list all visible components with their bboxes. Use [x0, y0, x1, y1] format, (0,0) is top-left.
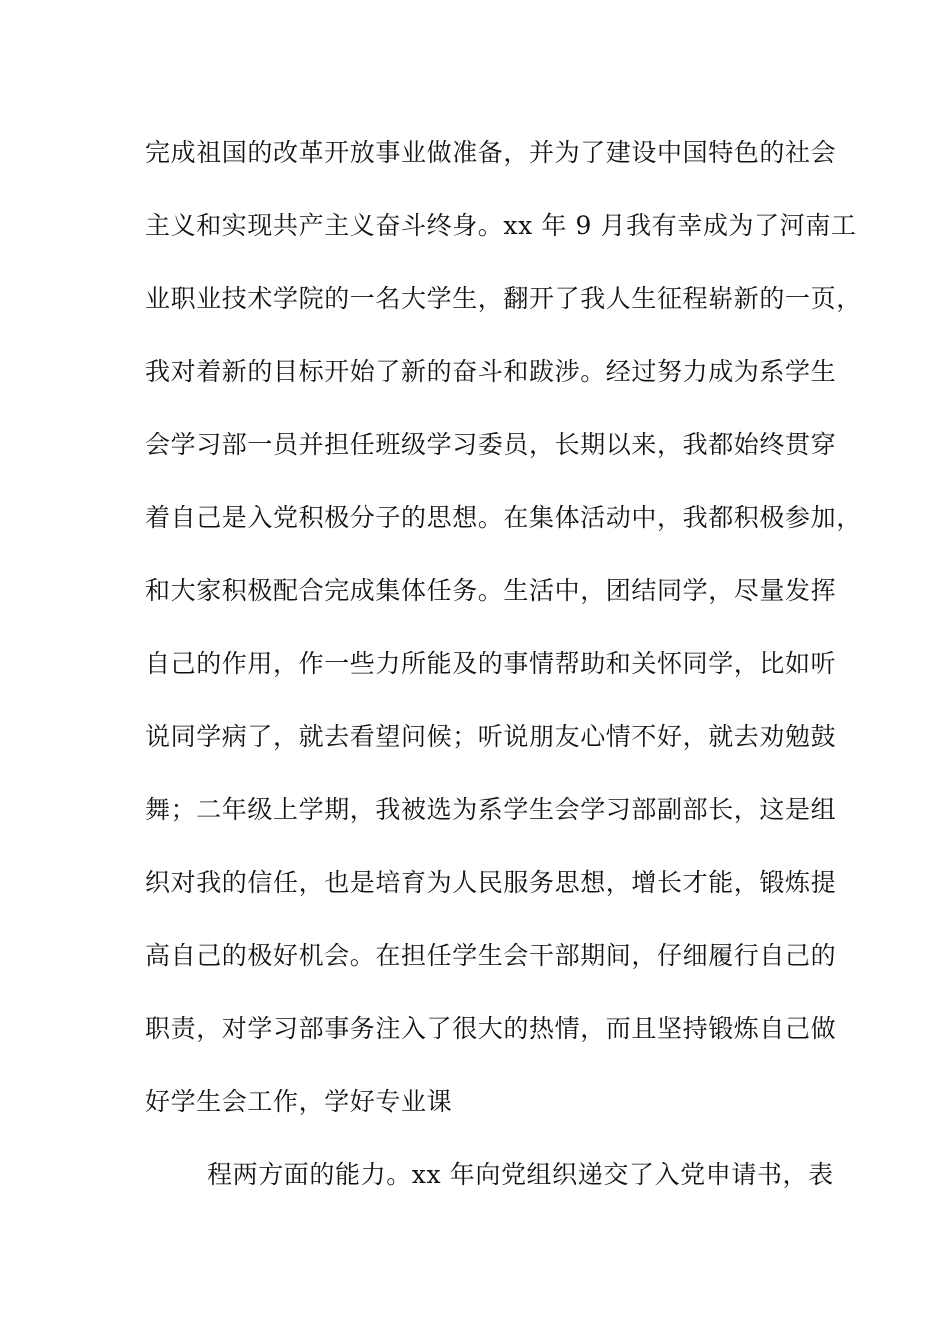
- text-line: 舞；二年级上学期，我被选为系学生会学习部副部长，这是组: [145, 795, 837, 824]
- text-line: 自己的作用，作一些力所能及的事情帮助和关怀同学，比如听: [145, 649, 837, 678]
- text-line: 完成祖国的改革开放事业做准备，并为了建设中国特色的社会: [145, 138, 837, 167]
- text-line: 业职业技术学院的一名大学生，翻开了我人生征程崭新的一页，: [145, 284, 862, 313]
- text-line: 好学生会工作，学好专业课: [145, 1087, 453, 1116]
- text-line: 主义和实现共产主义奋斗终身。xx 年 9 月我有幸成为了河南工: [145, 211, 857, 240]
- paragraph-first-line: 程两方面的能力。xx 年向党组织递交了入党申请书，表: [207, 1160, 834, 1189]
- text-line: 会学习部一员并担任班级学习委员，长期以来，我都始终贯穿: [145, 430, 837, 459]
- text-line: 我对着新的目标开始了新的奋斗和跋涉。经过努力成为系学生: [145, 357, 837, 386]
- text-line: 和大家积极配合完成集体任务。生活中，团结同学，尽量发挥: [145, 576, 837, 605]
- text-line: 说同学病了，就去看望问候；听说朋友心情不好，就去劝勉鼓: [145, 722, 837, 751]
- text-line: 高自己的极好机会。在担任学生会干部期间，仔细履行自己的: [145, 941, 837, 970]
- text-line: 织对我的信任，也是培育为人民服务思想，增长才能，锻炼提: [145, 868, 837, 897]
- text-line: 着自己是入党积极分子的思想。在集体活动中，我都积极参加，: [145, 503, 862, 532]
- text-line: 职责，对学习部事务注入了很大的热情，而且坚持锻炼自己做: [145, 1014, 837, 1043]
